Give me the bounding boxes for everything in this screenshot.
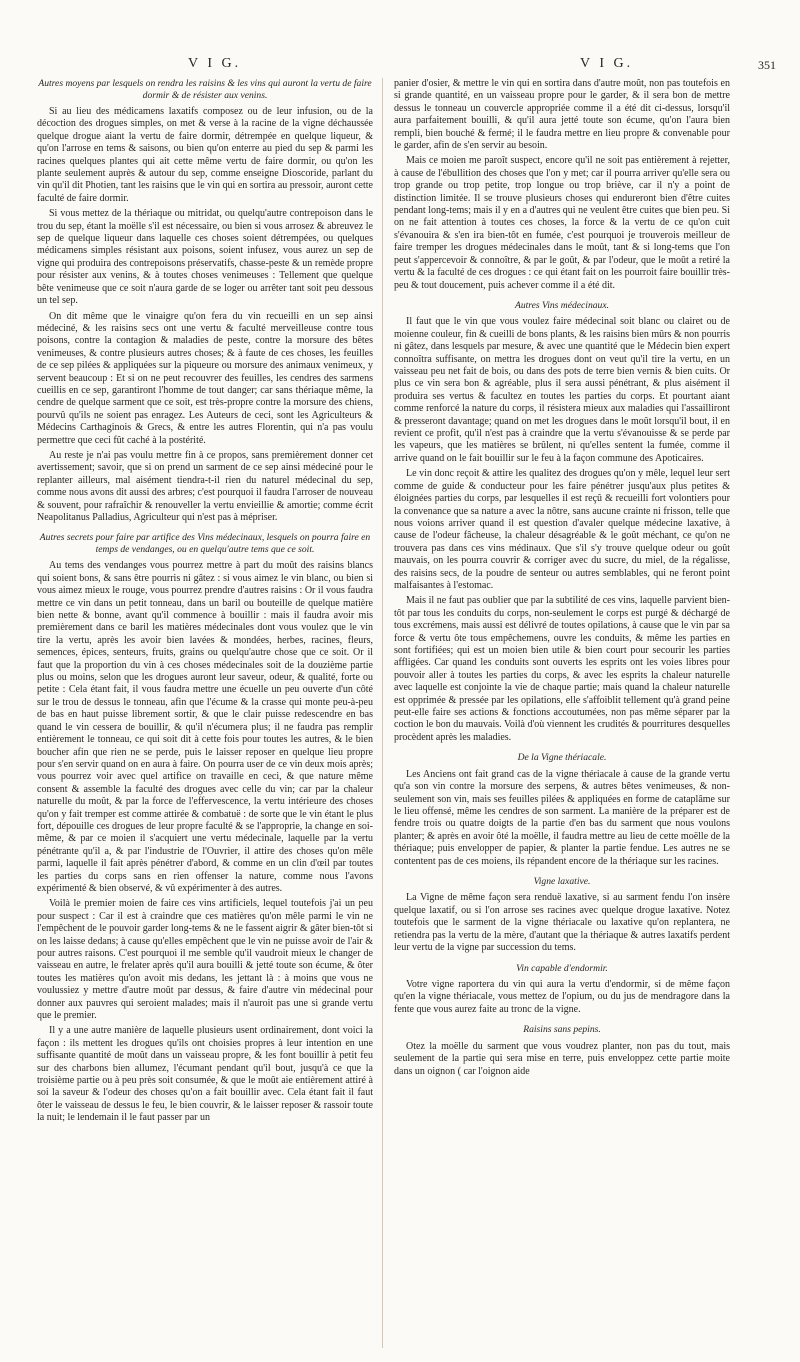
section-heading: Vigne laxative.: [533, 875, 591, 887]
page-number: 351: [758, 58, 776, 72]
paragraph: Mais ce moien me paroît suspect, encore qu'il ne soit pas entièrement à rejetter, à cause de l'ébullition des choses que l'on y met; car il pourra arriver qu'elle sera ou trop grande ou trop petite, trop longue ou trop briève, car il n'y a point de distinction limitée. Il se trouve plusieurs choses qui endureront bien d'être cuites pendant long-tems; mais il y en a d'autres qui ne veulent être cuites que bien peu. Si on ne fait attention à toutes ces choses, la force & la vertu de ce qu'on cuit s'évanouira & s'en ira bien-tôt en fumée, c'est pourquoi je trouverois meilleur de faire tremper les drogues médecinales dans le moût, tant & si long-tems que l'on peut s'appercevoir & connoître, & par le goût, & par l'odeur, que le moût a retiré la vertu & la faculté de ces drogues : ce qui étant fait on les pourroit faire bouillir très-peu & tout doucement, puis achever comme il a été dit.: [394, 155, 730, 291]
section-heading: Autres Vins médecinaux.: [514, 299, 610, 311]
paragraph: Votre vigne raportera du vin qui aura la vertu d'endormir, si de même façon qu'en la vigne thériacale, vous mettez de l'opium, ou du jus de mendragore dans la fente que vous aurez faite au tronc de la vigne.: [394, 979, 730, 1015]
paragraph: Si vous mettez de la thériaque ou mitridat, ou quelqu'autre contrepoison dans le trou du sep, étant la moëlle s'il est nécessaire, ou bien si vous arrosez & abreuvez le sep de quelque liqueur dans laquelle ces choses soient détrempées, ou quelques médicamens simples résistant aux poisons, soient infusez, vous aurez un sep de vigne qui produira des contrepoisons préservatifs, chasse-peste & un remède propre pour résister aux venins, & à toutes choses venimeuses : Tellement que quelque bête venimeuse que ce soit n'aura garde de se loger ou arrêter tant soit peu dessous un tel sep.: [37, 208, 373, 307]
section-heading: Raisins sans pepins.: [523, 1024, 601, 1036]
paragraph: On dit même que le vinaigre qu'on fera du vin recueilli en un sep ainsi médeciné, & les raisins secs ont une vertu & faculté merveilleuse contre tous poisons, contre la contagion & maladies de peste, contre la morsure des bêtes venimeuses, & contre plusieurs autres choses; & à faute de ces choses, les feuilles de ce sep pilées & appliquées sur la piqueure ou morsure des animaux venimeux, y servent beaucoup : Et si on ne peut recouvrer des feuilles, les cendres des sarmens cueillis en ce sep, garantiront l'homme de tout danger; car sans thériaque même, la cendre de quelque sarment que ce soit, est très-propre contre la morsure des chiens, pourvû qu'ils ne soient pas enragez. Les Auteurs de ceci, sont les Agriculteurs & Médecins Carthaginois & Grecs, & entre les autres Florentin, qui n'a pas voulu permettre que ceci fût caché à la postérité.: [37, 310, 373, 446]
paragraph: Otez la moëlle du sarment que vous voudrez planter, non pas du tout, mais seulement de la partie qui sera mise en terre, puis enveloppez cette partie moite dans un oignon ( car l'oignon aide: [394, 1040, 730, 1077]
paragraph: panier d'osier, & mettre le vin qui en sortira dans d'autre moût, non pas toutefois en si grande quantité, en un vaisseau propre pour le garder, & il sera bon de mettre dessus le tonneau un couvercle appropriée comme il a été dit ci-dessus, lorsqu'il aura parfaitement bouilli, & qu'il aura jetté toute son écume, qu'on l'aura bien rempli, bien bouché & fermé; il le faudra mettre en lieu propre & convenable pour le garder, afin de s'en servir au besoin.: [394, 78, 730, 152]
paragraph: Le vin donc reçoit & attire les qualitez des drogues qu'on y mêle, lequel leur sert comme de guide & conducteur pour les faire pénétrer jusqu'aux plus petites & éloignées parties du corps, par lesquelles il est reçû & recueilli fort volontiers pour la convenance que sa nature a avec la nôtre, sans aucune crainte ni frisson, telle que nous voions arriver quand il est question d'avaler quelque médecine laxative, à cause de l'odeur fâcheuse, la chaleur désagréable & le goût méchant, ce qu'on ne trouvera pas dans ces vins médinaux. Que s'il s'y trouve quelque odeur ou goût mauvais, on les pourra couvrir & corriger avec du sucre, du miel, de la régalisse, des raisins secs, de la poudre de senteur ou autres semblables, qui ne feront point malfaisantes à l'estomac.: [394, 468, 730, 591]
paragraph: Si au lieu des médicamens laxatifs composez ou de leur infusion, ou de la décoction des drogues simples, on met & verse à la racine de la vigne déchaussée quelque drogue aiant la vertu de faire dormir, détrempée en quelque liqueur, & qu'on l'arrose en tems & saisons, ou bien qu'on enterre au pied du sep & parmi les racines quelques plantes qui ait cette même vertu de faire dormir, ou qu'on les plante seulement auprès & autour du sep, comme enseigne Dioscoride, parlant du vin qu'il dit Photien, tant les raisins que le vin qui en sortira au pressoir, auront cette faculté de faire dormir.: [37, 106, 373, 204]
paragraph: Voilà le premier moien de faire ces vins artificiels, lequel toutefois j'ai un peu pour suspect : Car il est à craindre que ces matières qu'on mêle parmi le vin ne l'empêchent de le pouvoir garder long-tems & ne le fassent aigrir & gâter bien-tôt si on les laisse dedans; à cause qu'elles empêchent que le vin ne puisse avoir de l'air & pour autres raisons. C'est pourquoi il me semble qu'il vaudroit mieux le changer de vaisseau en autre, le frelater après qu'il aura bouilli & jetté toute son écume, & ôter toutes les matières qu'on avoit mis dedans, les jettant là : à moins que vous ne voulussiez y mettre d'autre moût par dessus, & faire d'autre vin médecinal pour donner aux pauvres qui seroient malades; mais il n'auroit pas une si grande vertu que le premier.: [37, 898, 373, 1022]
paragraph: Il y a une autre manière de laquelle plusieurs usent ordinairement, dont voici la façon : ils mettent les drogues qu'ils ont choisies propres à leur intention en une suffisante quantité de moût dans un vaisseau propre, & les font bouillir à petit feu sur des charbons bien allumez, l'écumant pendant qu'il bout, jusqu'à ce que la troisième partie ou à peu près soit consumée, & que le moût aie entièrement attiré à soi la saveur & l'odeur des choses qu'on a fait bouillir avec. Cela étant fait il faut ôter le vaisseau de dessus le feu, le bien couvrir, & le laisser reposer & rassoir toute la nuit; le lendemain il le faut passer par un: [37, 1025, 373, 1124]
section-heading: Autres moyens par lesquels on rendra les raisins & les vins qui auront la vertu de faire dormir & de résister aux venins.: [38, 78, 372, 101]
section-heading: De la Vigne thériacale.: [517, 752, 607, 764]
paragraph: Il faut que le vin que vous voulez faire médecinal soit blanc ou clairet ou de moienne couleur, fin & cueilli de bons plants, & les raisins bien mûrs & non pourris ni gâtez, dans lesquels par mesure, & avec une quantité que le Médecin bien expert connoîtra suffisante, on mettra les drogues dont on veut qu'il tire la vertu, en un vaisseau peu net fait de bois, ou dans des pots de terre bien vernis & bien cuits. Or plus ce vin sera bon & agréable, plus il sera aussi pénétrant, & plus aisément il produira ses vertus & facultez en toutes les parties du corps. Et pourtant aiant comme renforcé la nature du corps, il résistera mieux aux maladies qui l'assailliront & presseront davantage; quand on met les drogues dans le moût lorsqu'il bout, il en revient ce profit, qu'il n'est pas à craindre que la vertu s'évanouisse & se perde par les vapeurs, que les matières se brûlent, ni qu'elles sentent la fumée, comme il arrive quand on le fait bouillir sur le feu à la façon commune des Apoticaires.: [394, 316, 730, 464]
paragraph: Mais il ne faut pas oublier que par la subtilité de ces vins, laquelle parvient bien-tôt par tous les conduits du corps, non-seulement le corps est purgé & déchargé de tous excrémens, mais aussi est délivré de toutes opilations, à cause que le vin par sa force & vertu ôte tous empêchemens, ouvre les conduits, & même les parties en sont fortifiées; qui est un moien bien utile & bien court pour secourir les parties affligées. Car quand les conduits sont ouverts les esprits ont les voies libres pour pouvoir aller à toutes les parties du corps, & avec les esprits la chaleur naturelle avec laquelle est conjointe la vie de chaque partie; mais quand la chaleur naturelle est opprimée & pressée par les opilations, elle s'affoiblit tellement qu'à grand peine peut-elle faire ses actions & fonctions accoutumées, non pas même séparer par la coction le bon du mauvais. Voilà d'où viennent les crudités & pourritures desquelles procèdent après les maladies.: [394, 595, 730, 743]
paragraph: Au tems des vendanges vous pourrez mettre à part du moût des raisins blancs qui soient bons, & sans être pourris ni gâtez : si vous aimez le vin blanc, ou bien si vous aimez mieux le rouge, vous pourrez prendre d'autres raisins : Or il vous faudra mettre ce vin dans un petit tonneau, dans un baril ou bouteille de quelque matière bien nette & bonne, avant qu'il commence à bouillir : mais il faudra avoir mis premièrement dans ce baril les matières médecinales dont vous voulez que le vin tire la vertu, après les avoir bien lavées & mondées, herbes, racines, fleurs, semences, épices, senteurs, fruits, grains ou quelqu'autre chose que ce soit. Or il faut que la proportion du vin à ces choses médecinales soit de la douzième partie plus ou moins, selon que les drogues auront leur saveur, odeur, & qualité, forte ou petite : Cela étant fait, il vous faudra mettre une écuelle un peu ouverte d'un côté sur le trou de dessus le tonneau, afin que l'écume & la crasse qui monte peu-à-peu de bas en haut puisse librement sortir, & que le clair puisse redescendre en bas quand le vin cessera de bouillir, & qu'il n'écumera plus; il ne faudra pas remplir entièrement le tonneau, ce qui soit dit à cette fois pour toutes les autres, & le bien boucher afin que rien ne se perde, puis le laisser reposer en quelque lieu propre pour s'en servir quand on en aura à faire. On pourra user de ce vin deux mois après; vous pourrez voir avec quel artifice on travaille en ceci, & que nature même consent & assemble la faculté des drogues avec celle du vin; car par la chaleur naturelle du moût, & par la force de l'effervescence, la vertu intérieure des choses qu'on y fait tremper est comme attirée & combatuë : de sorte que le vin étant le plus fort, dépouille ces drogues de leur propre faculté & se l'approprie, la change en soi-même, & par ce moien il s'acquiert une vertu médecinale, laquelle par la vertu pénétrante qu'il a, & par l'industrie de l'Ouvrier, il attire des choses qu'on mêle parmi, laquelle il fait après pénétrer d'abord, & comme en un clin d'œil par toutes les parties du corps sans en rien offenser la nature, comme nous l'avons expérimenté & bien observé, & vû expérimenter à des autres.: [37, 560, 373, 894]
paragraph: Au reste je n'ai pas voulu mettre fin à ce propos, sans premièrement donner cet avertissement; savoir, que si on prend un sarment de ce sep ainsi médeciné pour le replanter ailleurs, mal aisément tiendra-t-il rien du naturel médecinal du sep, comme nous avons dit aussi des arbres; c'est pourquoi il faudra l'arroser de nouveau & souvent, pour rafraîchir & renouveller la vertu envieillie & amortie; comme écrit Neapolitanus Palladius, Agriculteur qui n'est pas à mépriser.: [37, 449, 373, 523]
section-heading: Autres secrets pour faire par artifice des Vins médecinaux, lesquels on pourra faire en temps de vendanges, ou en quelqu'autre tems que ce soit.: [39, 532, 371, 555]
right-column: [394, 78, 730, 1081]
running-head-right: V I G.: [580, 56, 634, 71]
running-head-left: V I G.: [188, 56, 242, 71]
paragraph: Les Anciens ont fait grand cas de la vigne thériacale à cause de la grande vertu qu'a son vin contre la morsure des serpens, & autres bêtes venimeuses, & non-seulement son vin, mais ses feuilles pilées & appliquées en forme de cataplâme sur le lieu offensé, même les cendres de son sarment. La manière de la préparer est de fendre trois ou quatre doigts de la partie d'en bas du sarment que nous voulons planter; & après en avoir ôté la moëlle, il faudra mettre au lieu de cette moëlle de la thériaque; puis envelopper de papier, & planter la partie fendue. Les autres ne se contentent pas de ces moiens, ils répandent encore de la thériaque sur les racines.: [394, 768, 730, 867]
left-column: [37, 78, 373, 1128]
column-divider: [382, 78, 383, 1348]
paragraph: La Vigne de même façon sera renduë laxative, si au sarment fendu l'on insère quelque laxatif, ou si l'on arrose ses racines avec quelque drogue laxative. Notez toutefois que le sarment de la vigne thériacale ou laxative qu'on replantera, ne retiendra pas la vertu de la mère, d'autant que la thériaque & autres laxatifs perdent leur vertu de la vigne par succession du tems.: [394, 892, 730, 954]
section-heading: Vin capable d'endormir.: [516, 962, 608, 974]
